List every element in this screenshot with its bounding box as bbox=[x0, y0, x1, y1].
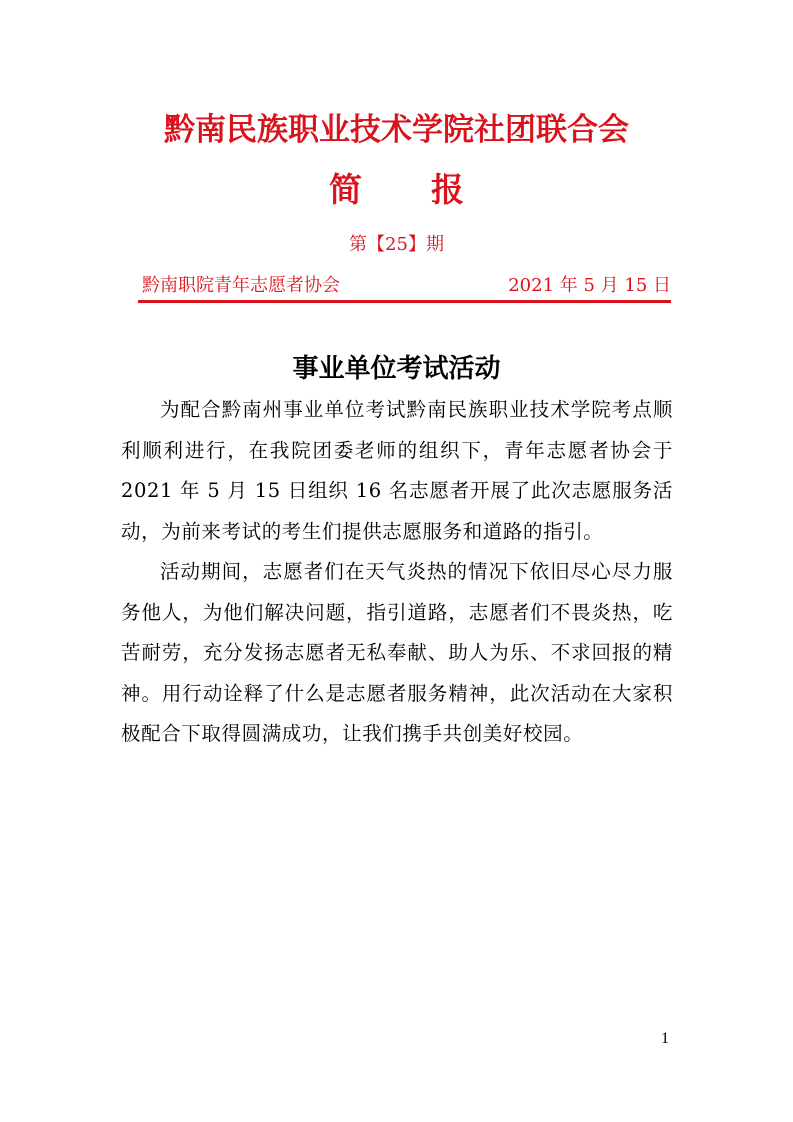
organization-title: 黔南民族职业技术学院社团联合会 bbox=[164, 112, 629, 148]
header-divider bbox=[138, 300, 671, 303]
article-title: 事业单位考试活动 bbox=[292, 354, 501, 384]
article-paragraph: 活动期间，志愿者们在天气炎热的情况下依旧尽心尽力服务他人，为他们解决问题，指引道路，志愿者们不畏炎热，吃苦耐劳，充分发扬志愿者无私奉献、助人为乐、不求回报的精神。用行动诠释了什么是志愿者服务精神，此次活动在大家积极配合下取得圆满成功，让我们携手共创美好校园。 bbox=[121, 560, 673, 745]
bulletin-title: 简 报 bbox=[329, 170, 464, 209]
issuer-name: 黔南职院青年志愿者协会 bbox=[142, 275, 340, 296]
page-number: 1 bbox=[661, 1030, 669, 1047]
issue-number: 第【25】期 bbox=[349, 234, 444, 255]
article-paragraph: 为配合黔南州事业单位考试黔南民族职业技术学院考点顺利顺利进行，在我院团委老师的组织下，青年志愿者协会于 2021 年 5 月 15 日组织 16 名志愿者开展了此次志愿服务活动，为前来考试的考生们提供志愿服务和道路的指引。 bbox=[121, 398, 673, 543]
issue-date: 2021 年 5 月 15 日 bbox=[508, 275, 671, 296]
article-body bbox=[121, 390, 673, 755]
